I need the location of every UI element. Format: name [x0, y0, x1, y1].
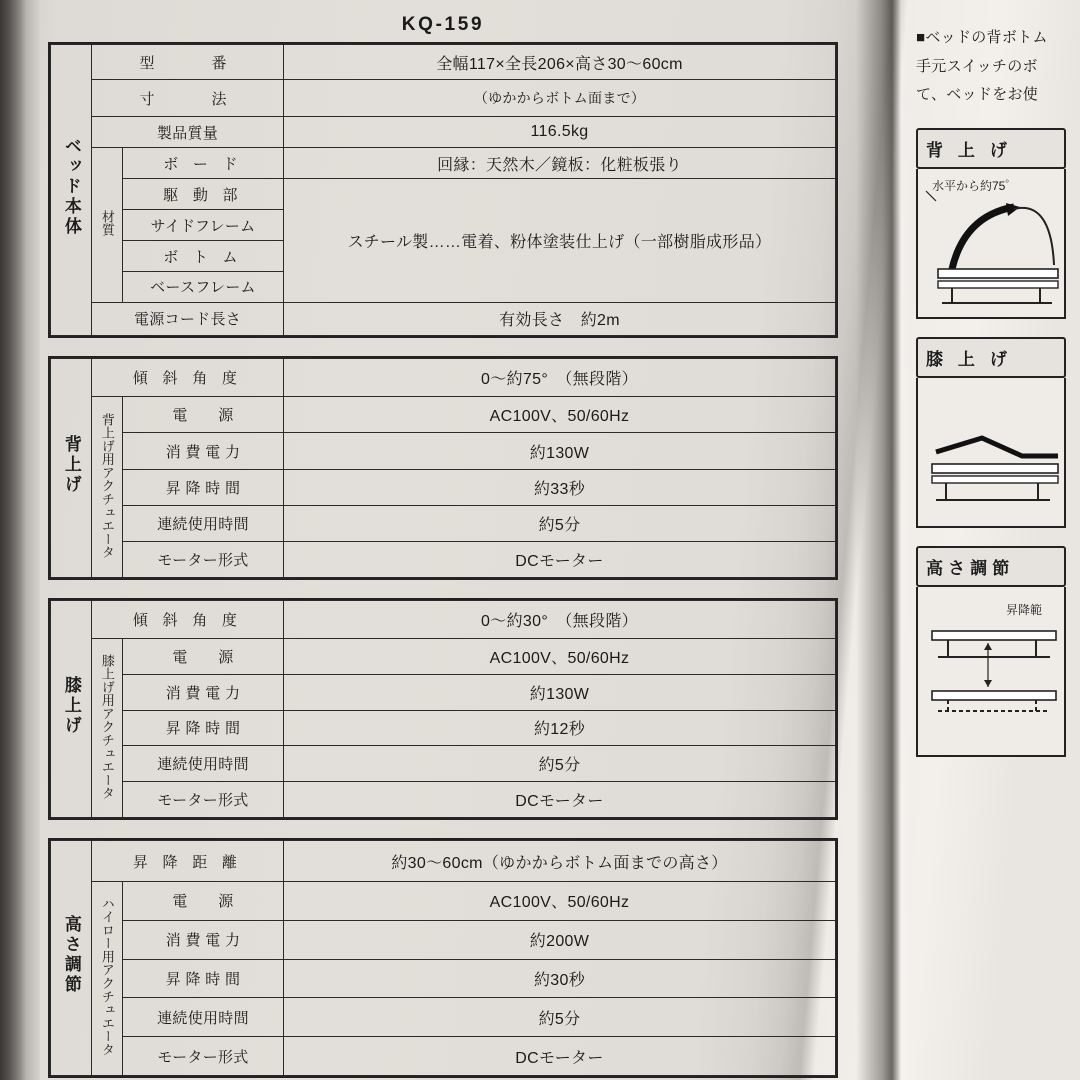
- figure-note-range: 昇降範: [1006, 602, 1043, 617]
- spec-sub-label-height-actuator: ハイロー用アクチュエータ: [92, 882, 123, 1076]
- row-head-knee-angle: 傾 斜 角 度: [92, 601, 284, 639]
- row-value-back-power: AC100V、50/60Hz: [284, 397, 836, 433]
- intro-line-3: て、ベッドをお使: [916, 86, 1039, 103]
- row-value-height-power: AC100V、50/60Hz: [284, 882, 836, 921]
- row-head-bottom: ボ ト ム: [123, 241, 284, 272]
- row-value-knee-power: AC100V、50/60Hz: [284, 639, 836, 675]
- row-value-steel: スチール製……電着、粉体塗装仕上げ（一部樹脂成形品）: [284, 179, 836, 303]
- section-figure-knee-raise: [916, 378, 1066, 528]
- row-head-knee-duty: 連続使用時間: [123, 746, 284, 782]
- row-head-height-distance: 昇 降 距 離: [92, 841, 284, 882]
- section-figure-height-adjust: [916, 587, 1066, 757]
- row-head-board: ボ ー ド: [123, 148, 284, 179]
- section-height-adjust: [916, 546, 1080, 757]
- row-head-knee-power: 電 源: [123, 639, 284, 675]
- row-head-back-power: 電 源: [123, 397, 284, 433]
- row-value-back-motor: DCモーター: [284, 541, 836, 577]
- section-title-height-adjust: 高さ調節: [916, 546, 1066, 587]
- right-page-content: [916, 24, 1080, 757]
- spec-side-label-knee: 膝上げ: [51, 601, 92, 818]
- row-head-cord: 電源コード長さ: [92, 302, 284, 335]
- section-back-raise: [916, 128, 1080, 319]
- specification-tables: [48, 14, 838, 1080]
- bed-height-adjust-illustration: [918, 587, 1066, 757]
- row-head-height-consumption: 消 費 電 力: [123, 920, 284, 959]
- row-head-back-consumption: 消 費 電 力: [123, 433, 284, 469]
- row-head-back-motor: モーター形式: [123, 541, 284, 577]
- row-value-knee-time: 約12秒: [284, 710, 836, 746]
- row-head-back-angle: 傾 斜 角 度: [92, 359, 284, 397]
- spec-side-label-height: 高さ調節: [51, 841, 92, 1076]
- row-value-back-time: 約33秒: [284, 469, 836, 505]
- row-value-weight: 116.5kg: [284, 117, 836, 148]
- intro-line-1: ■ベッドの背ボトム: [916, 29, 1048, 46]
- section-title-knee-raise: 膝 上 げ: [916, 337, 1066, 378]
- book-binding-inner: [26, 0, 40, 1080]
- row-head-model: 型 番: [92, 45, 284, 80]
- book-binding-edge: [0, 0, 26, 1080]
- spec-block-bed-body: [48, 42, 838, 338]
- row-value-knee-angle: 0〜約30° （無段階）: [284, 601, 836, 639]
- section-figure-back-raise: [916, 169, 1066, 319]
- intro-line-2: 手元スイッチのボ: [916, 57, 1038, 75]
- row-head-back-time: 昇 降 時 間: [123, 469, 284, 505]
- row-value-back-duty: 約5分: [284, 505, 836, 541]
- row-head-height-duty: 連続使用時間: [123, 998, 284, 1037]
- row-value-height-consumption: 約200W: [284, 920, 836, 959]
- row-value-knee-consumption: 約130W: [284, 674, 836, 710]
- spec-sub-label-back-actuator: 背上げ用アクチュエータ: [92, 397, 123, 578]
- row-value-cord: 有効長さ 約2m: [284, 302, 836, 335]
- row-value-knee-duty: 約5分: [284, 746, 836, 782]
- row-head-weight: 製品質量: [92, 117, 284, 148]
- section-title-back-raise: 背 上 げ: [916, 128, 1066, 169]
- model-title: KQ-159: [401, 14, 485, 35]
- row-value-back-consumption: 約130W: [284, 433, 836, 469]
- row-head-dimension: 寸 法: [92, 80, 284, 117]
- bed-knee-raise-illustration: [918, 378, 1066, 528]
- row-head-height-motor: モーター形式: [123, 1037, 284, 1076]
- page-gutter-shadow: [856, 0, 914, 1080]
- row-value-height-distance: 約30〜60cm（ゆかからボトム面までの高さ）: [284, 841, 836, 882]
- row-head-side-frame: サイドフレーム: [123, 210, 284, 241]
- section-knee-raise: [916, 337, 1080, 528]
- row-head-knee-time: 昇 降 時 間: [123, 710, 284, 746]
- row-value-height-motor: DCモーター: [284, 1037, 836, 1076]
- spec-block-knee-raise: [48, 598, 838, 820]
- row-head-base-frame: ベースフレーム: [123, 271, 284, 302]
- row-head-height-time: 昇 降 時 間: [123, 959, 284, 998]
- row-value-height-duty: 約5分: [284, 998, 836, 1037]
- row-head-back-duty: 連続使用時間: [123, 505, 284, 541]
- spec-sub-label-material: 材質: [92, 148, 123, 303]
- row-head-knee-motor: モーター形式: [123, 782, 284, 818]
- row-value-knee-motor: DCモーター: [284, 782, 836, 818]
- row-value-model: 全幅117×全長206×高さ30〜60cm: [284, 45, 836, 80]
- row-value-dimension: （ゆかからボトム面まで）: [284, 80, 836, 117]
- spec-block-back-raise: [48, 356, 838, 580]
- row-value-back-angle: 0〜約75° （無段階）: [284, 359, 836, 397]
- spec-block-height-adjust: [48, 838, 838, 1078]
- spec-side-label-body: ベッド本体: [51, 45, 92, 336]
- spec-side-label-back: 背上げ: [51, 359, 92, 578]
- spec-sub-label-knee-actuator: 膝上げ用アクチュエータ: [92, 639, 123, 818]
- figure-note-angle: 水平から約75゜: [932, 178, 1018, 193]
- row-head-knee-consumption: 消 費 電 力: [123, 674, 284, 710]
- row-value-height-time: 約30秒: [284, 959, 836, 998]
- row-head-drive: 駆 動 部: [123, 179, 284, 210]
- row-value-board: 回縁：天然木／鏡板：化粧板張り: [284, 148, 836, 179]
- intro-paragraph: [916, 24, 1080, 110]
- row-head-height-power: 電 源: [123, 882, 284, 921]
